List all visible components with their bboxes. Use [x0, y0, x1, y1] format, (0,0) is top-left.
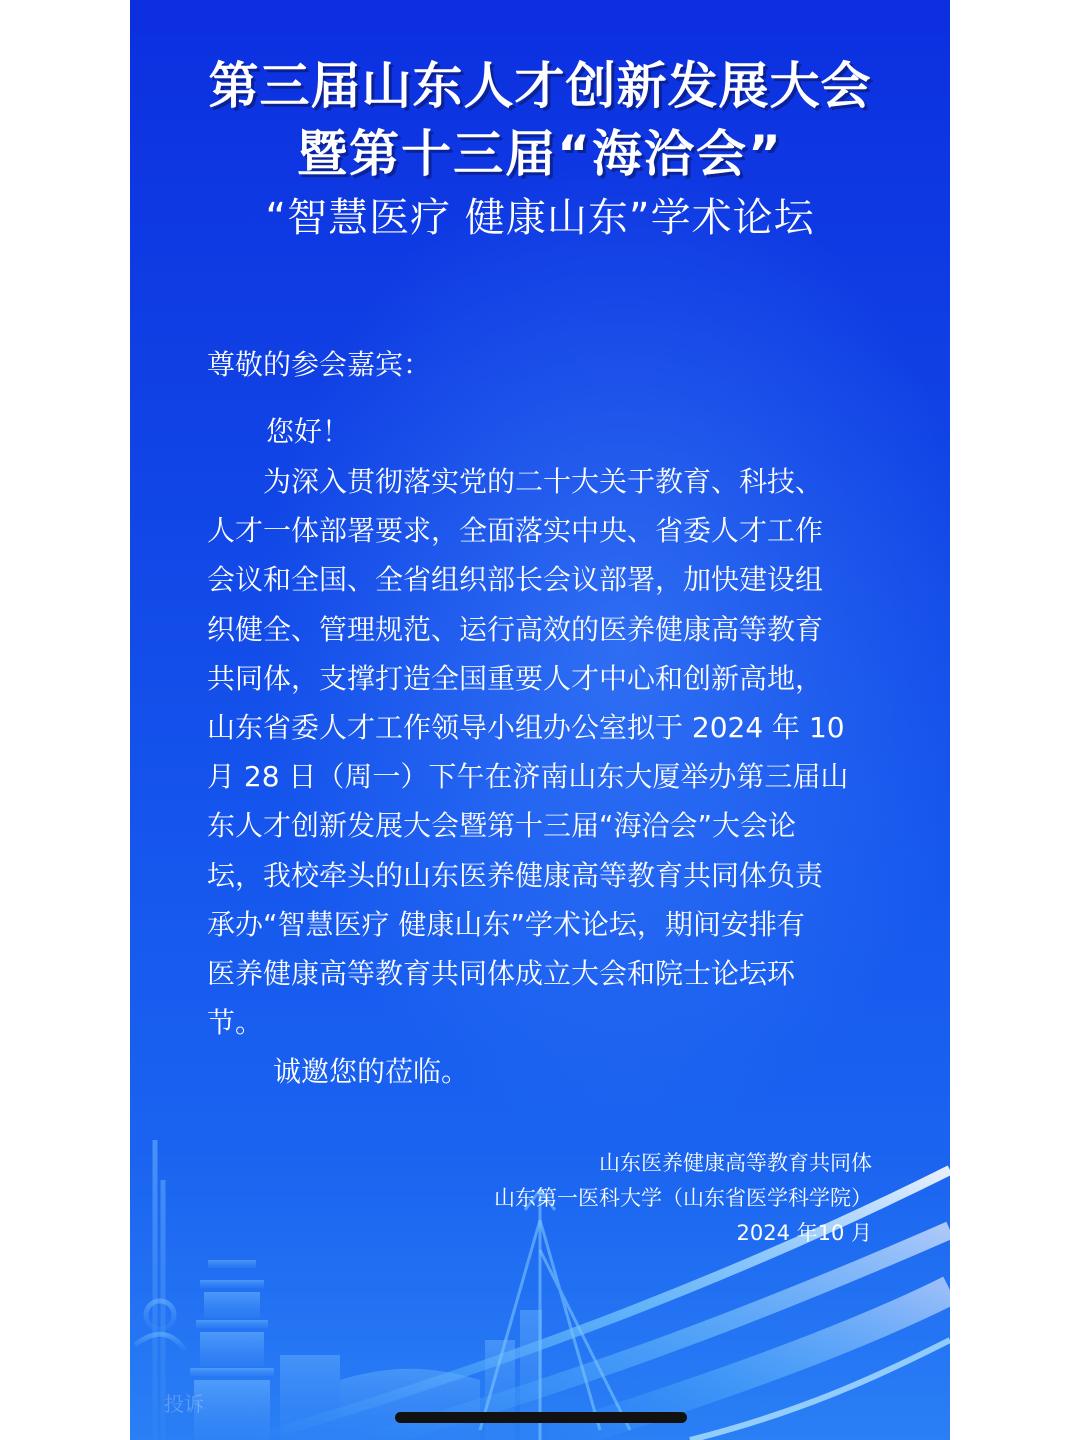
home-indicator-bar[interactable] [395, 1412, 687, 1423]
signature-block [494, 1146, 872, 1251]
forum-subtitle: “智慧医疗 健康山东”学术论坛 [265, 195, 815, 241]
title-line-2: 暨第十三届“海洽会” [297, 125, 783, 183]
salutation: 尊敬的参会嘉宾： [207, 348, 432, 381]
invitation-paragraph [207, 457, 872, 1047]
paragraph-line: 人才一体部署要求，全面落实中央、省委人才工作 [207, 514, 824, 548]
signature-date: 2024 年10 月 [736, 1221, 872, 1245]
paragraph-line: 共同体，支撑打造全国重要人才中心和创新高地， [207, 661, 824, 695]
signature-org-2: 山东第一医科大学（山东省医学科学院） [494, 1186, 872, 1210]
paragraph-line: 节。 [207, 1006, 264, 1040]
title-line-1: 第三届山东人才创新发展大会 [208, 57, 872, 115]
signature-org-1: 山东医养健康高等教育共同体 [599, 1151, 872, 1175]
paragraph-line: 医养健康高等教育共同体成立大会和院士论坛环 [207, 957, 796, 991]
paragraph-line: 承办“智慧医疗 健康山东”学术论坛，期间安排有 [207, 907, 805, 941]
greeting: 您好！ [266, 415, 351, 448]
paragraph-line: 山东省委人才工作领导小组办公室拟于 2024 年 10 [207, 711, 845, 745]
paragraph-line: 织健全、管理规范、运行高效的医养健康高等教育 [207, 612, 824, 646]
report-watermark: 投诉 [164, 1392, 204, 1416]
paragraph-line: 为深入贯彻落实党的二十大关于教育、科技、 [207, 465, 824, 498]
paragraph-line: 东人才创新发展大会暨第十三届“海洽会”大会论 [207, 809, 797, 843]
invitation-poster [130, 0, 950, 1440]
paragraph-line: 会议和全国、全省组织部长会议部署，加快建设组 [207, 563, 824, 597]
invitation-closing: 诚邀您的莅临。 [273, 1055, 470, 1088]
paragraph-line: 月 28 日（周一）下午在济南山东大厦举办第三届山 [207, 760, 849, 794]
paragraph-line: 坛，我校牵头的山东医养健康高等教育共同体负责 [207, 858, 824, 892]
